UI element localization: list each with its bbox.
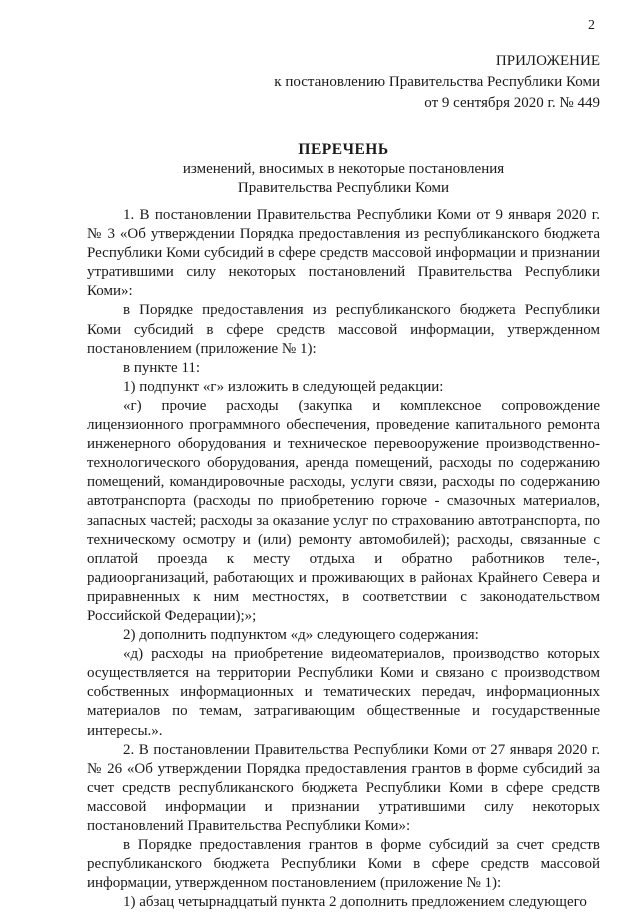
document-body [87, 206, 600, 912]
paragraph-10: 1) абзац четырнадцатый пункта 2 дополнить предложением следующего [123, 894, 587, 911]
page-number: 2 [588, 18, 595, 33]
paragraph-1: 1. В постановлении Правительства Республики Коми от 9 января 2020 г. № 3 «Об утверждении Порядка предоставления из республиканского бюджета Республики Коми субсидий в сфере средств массовой информации и признании утратившими силу некоторых постановлений Правительства Республики Коми»: [87, 207, 600, 300]
paragraph-9: в Порядке предоставления грантов в форме субсидий за счет средств республиканского бюджета Республики Коми в сфере средств массовой информации, утвержденном постановлением (приложение № 1): [87, 837, 600, 892]
paragraph-7: «д) расходы на приобретение видеоматериалов, производство которых осуществляется на территории Республики Коми и связано с производством собственных информационных и тематических передач, информационных материалов по темам, затрагивающим общественные и государственные интересы.». [87, 646, 600, 739]
paragraph-5: «г) прочие расходы (закупка и комплексное сопровождение лицензионного программного обеспечения, проведение капитального ремонта инженерного оборудования и техническое перевооружение производственно-технологического оборудования, аренда помещений, расходы по содержанию помещений, командировочные расходы, услуги связи, расходы по содержанию автотранспорта (расходы по приобретению горюче - смазочных материалов, запасных частей; расходы за оказание услуг по страхованию автотранспорта, по техническому осмотру и (или) ремонту автомобилей); расходы, связанные с оплатой проезда к месту отдыха и обратно работников теле-, радиоорганизаций, работающих и проживающих в районах Крайнего Севера и приравненных к ним местностях, в соответствии с законодательством Российской Федерации);»; [87, 397, 600, 624]
appendix-header [274, 51, 600, 114]
paragraph-2: в Порядке предоставления из республиканского бюджета Республики Коми субсидий в сфере средств массовой информации, утвержденном постановлением (приложение № 1): [87, 302, 600, 357]
paragraph-8: 2. В постановлении Правительства Республики Коми от 27 января 2020 г. № 26 «Об утверждении Порядка предоставления грантов в форме субсидий за счет средств республиканского бюджета Республики Коми в сфере средств массовой информации и признании утратившими силу некоторых постановлений Правительства Республики Коми»: [87, 741, 600, 834]
appendix-reference: к постановлению Правительства Республики Коми [274, 74, 600, 90]
paragraph-4: 1) подпункт «г» изложить в следующей редакции: [123, 378, 444, 395]
paragraph-6: 2) дополнить подпунктом «д» следующего содержания: [123, 627, 479, 644]
paragraph-3: в пункте 11: [123, 359, 201, 376]
title-line-1: изменений, вносимых в некоторые постановления [182, 161, 505, 177]
appendix-title: ПРИЛОЖЕНИЕ [495, 53, 600, 69]
appendix-date: от 9 сентября 2020 г. № 449 [424, 95, 600, 111]
document-title [87, 140, 600, 198]
title-heading: ПЕРЕЧЕНЬ [298, 141, 389, 158]
title-line-2: Правительства Республики Коми [237, 180, 450, 196]
